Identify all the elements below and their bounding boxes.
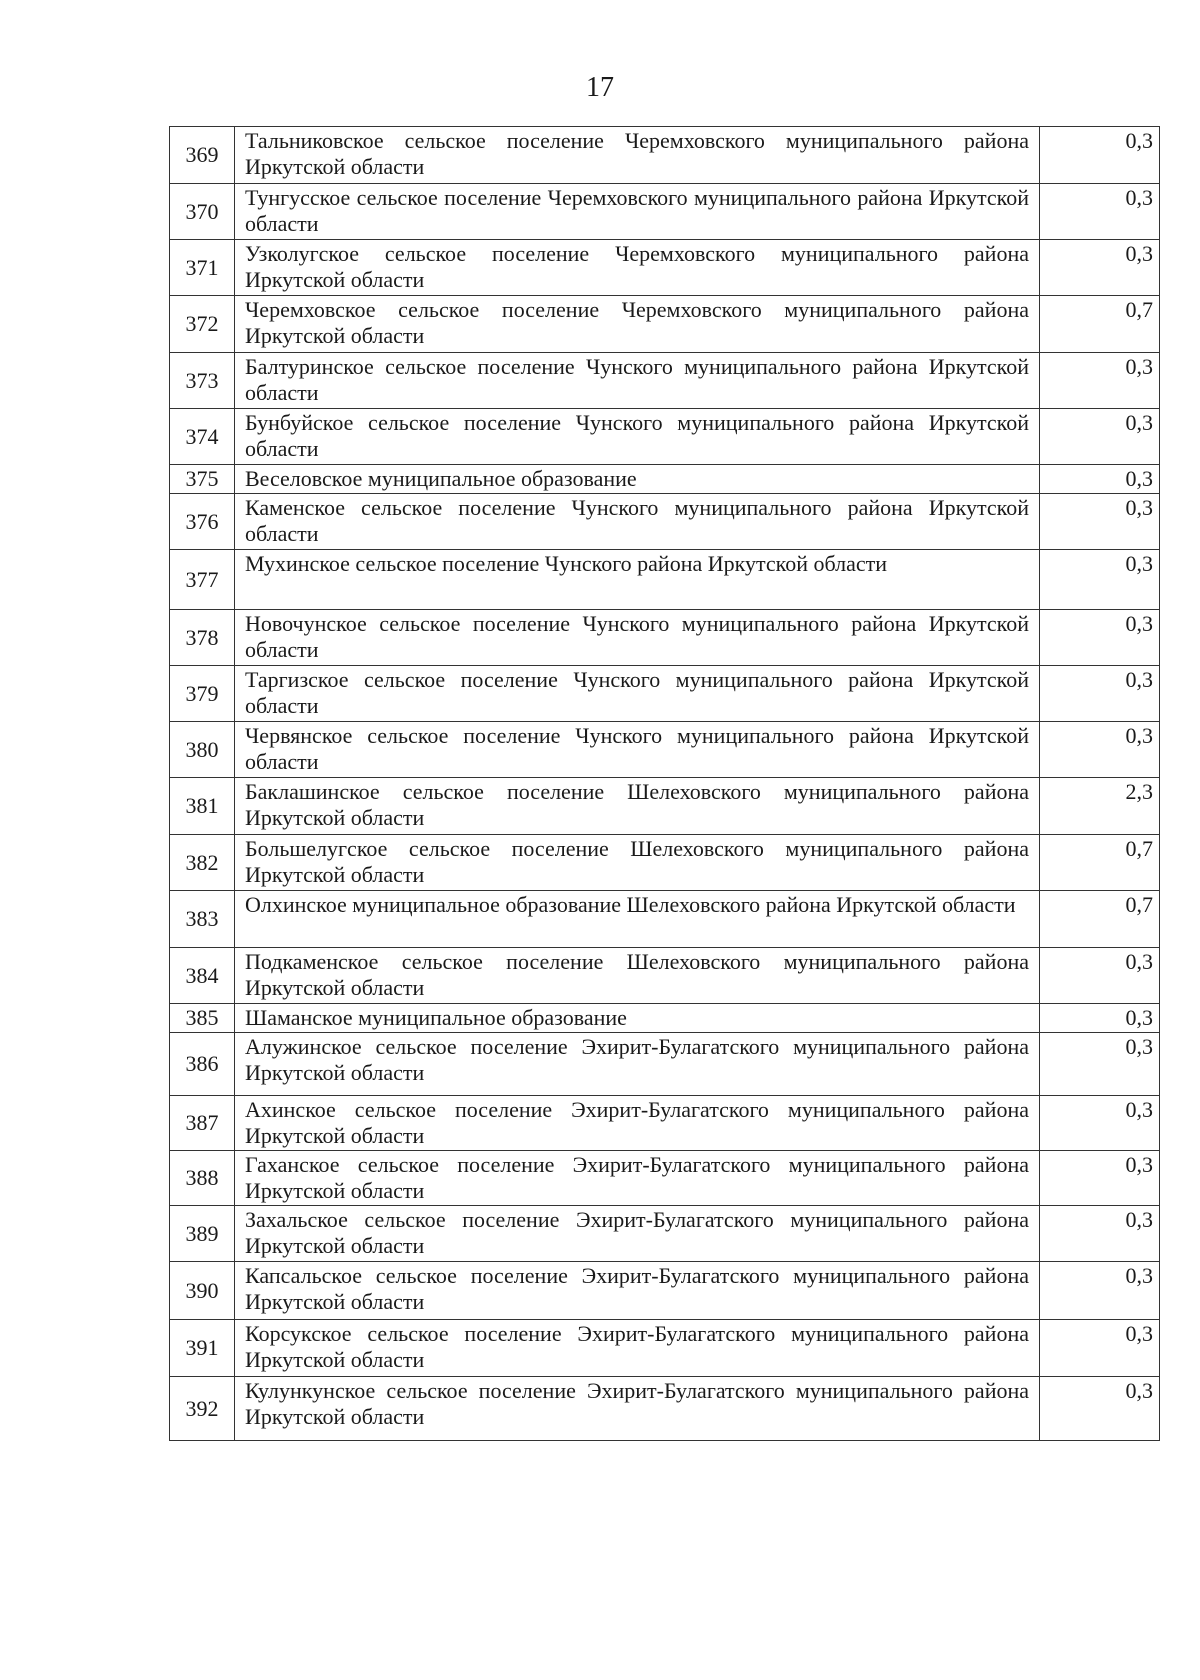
table-row xyxy=(170,778,1160,835)
table-row xyxy=(170,1151,1160,1206)
settlement-name: Балтуринское сельское поселение Чунского муниципального района Иркутской области xyxy=(235,353,1040,409)
table-row xyxy=(170,550,1160,610)
row-number: 375 xyxy=(170,465,235,494)
settlement-name: Подкаменское сельское поселение Шелеховского муниципального района Иркутской области xyxy=(235,948,1040,1004)
row-value: 0,3 xyxy=(1040,127,1160,184)
settlement-name: Ахинское сельское поселение Эхирит-Булагатского муниципального района Иркутской области xyxy=(235,1096,1040,1151)
row-value: 0,7 xyxy=(1040,296,1160,353)
settlement-name: Тальниковское сельское поселение Черемховского муниципального района Иркутской области xyxy=(235,127,1040,184)
row-number: 387 xyxy=(170,1096,235,1151)
row-value: 0,3 xyxy=(1040,240,1160,296)
row-number: 390 xyxy=(170,1262,235,1320)
row-value: 0,3 xyxy=(1040,1033,1160,1096)
settlement-name: Алужинское сельское поселение Эхирит-Булагатского муниципального района Иркутской области xyxy=(235,1033,1040,1096)
row-value: 0,3 xyxy=(1040,184,1160,240)
settlement-name: Захальское сельское поселение Эхирит-Булагатского муниципального района Иркутской области xyxy=(235,1206,1040,1262)
row-number: 386 xyxy=(170,1033,235,1096)
row-number: 385 xyxy=(170,1004,235,1033)
table-row xyxy=(170,722,1160,778)
table-row xyxy=(170,184,1160,240)
row-value: 0,3 xyxy=(1040,722,1160,778)
row-number: 371 xyxy=(170,240,235,296)
settlement-name: Баклашинское сельское поселение Шелеховского муниципального района Иркутской области xyxy=(235,778,1040,835)
row-value: 0,3 xyxy=(1040,1320,1160,1377)
settlement-name: Шаманское муниципальное образование xyxy=(235,1004,1040,1033)
table-row xyxy=(170,409,1160,465)
row-value: 0,3 xyxy=(1040,465,1160,494)
settlement-name: Червянское сельское поселение Чунского муниципального района Иркутской области xyxy=(235,722,1040,778)
row-number: 379 xyxy=(170,666,235,722)
settlement-name: Кулункунское сельское поселение Эхирит-Булагатского муниципального района Иркутской области xyxy=(235,1377,1040,1441)
row-number: 383 xyxy=(170,891,235,948)
table-row xyxy=(170,296,1160,353)
table-row xyxy=(170,666,1160,722)
settlement-name: Капсальское сельское поселение Эхирит-Булагатского муниципального района Иркутской области xyxy=(235,1262,1040,1320)
row-number: 381 xyxy=(170,778,235,835)
table-row xyxy=(170,1377,1160,1441)
row-number: 373 xyxy=(170,353,235,409)
row-value: 0,3 xyxy=(1040,494,1160,550)
table-row xyxy=(170,1320,1160,1377)
row-number: 380 xyxy=(170,722,235,778)
settlement-name: Каменское сельское поселение Чунского муниципального района Иркутской области xyxy=(235,494,1040,550)
settlement-name: Новочунское сельское поселение Чунского муниципального района Иркутской области xyxy=(235,610,1040,666)
settlement-name: Тунгусское сельское поселение Черемховского муниципального района Иркутской области xyxy=(235,184,1040,240)
row-value: 0,3 xyxy=(1040,1206,1160,1262)
row-number: 384 xyxy=(170,948,235,1004)
settlement-name: Корсукское сельское поселение Эхирит-Булагатского муниципального района Иркутской области xyxy=(235,1320,1040,1377)
table-row xyxy=(170,1033,1160,1096)
row-value: 0,7 xyxy=(1040,835,1160,891)
row-number: 388 xyxy=(170,1151,235,1206)
table-row xyxy=(170,1004,1160,1033)
row-number: 382 xyxy=(170,835,235,891)
table-row xyxy=(170,353,1160,409)
settlement-name: Черемховское сельское поселение Черемховского муниципального района Иркутской области xyxy=(235,296,1040,353)
page-number: 17 xyxy=(586,72,614,103)
settlements-table xyxy=(169,126,1160,1441)
table-row xyxy=(170,494,1160,550)
settlement-name: Веселовское муниципальное образование xyxy=(235,465,1040,494)
settlement-name: Гаханское сельское поселение Эхирит-Булагатского муниципального района Иркутской области xyxy=(235,1151,1040,1206)
settlement-name: Мухинское сельское поселение Чунского района Иркутской области xyxy=(235,550,1040,610)
row-number: 369 xyxy=(170,127,235,184)
row-value: 0,3 xyxy=(1040,666,1160,722)
row-number: 376 xyxy=(170,494,235,550)
settlement-name: Олхинское муниципальное образование Шелеховского района Иркутской области xyxy=(235,891,1040,948)
row-number: 374 xyxy=(170,409,235,465)
settlement-name: Узколугское сельское поселение Черемховского муниципального района Иркутской области xyxy=(235,240,1040,296)
row-value: 0,3 xyxy=(1040,1262,1160,1320)
row-value: 0,3 xyxy=(1040,1151,1160,1206)
settlement-name: Большелугское сельское поселение Шелеховского муниципального района Иркутской области xyxy=(235,835,1040,891)
table-row xyxy=(170,240,1160,296)
row-number: 389 xyxy=(170,1206,235,1262)
row-number: 392 xyxy=(170,1377,235,1441)
settlement-name: Таргизское сельское поселение Чунского муниципального района Иркутской области xyxy=(235,666,1040,722)
row-number: 370 xyxy=(170,184,235,240)
table-row xyxy=(170,1262,1160,1320)
table-row xyxy=(170,891,1160,948)
row-value: 0,3 xyxy=(1040,550,1160,610)
table-row xyxy=(170,1206,1160,1262)
row-value: 0,3 xyxy=(1040,610,1160,666)
table-row xyxy=(170,610,1160,666)
row-number: 372 xyxy=(170,296,235,353)
settlement-name: Бунбуйское сельское поселение Чунского муниципального района Иркутской области xyxy=(235,409,1040,465)
row-value: 0,7 xyxy=(1040,891,1160,948)
row-value: 0,3 xyxy=(1040,1377,1160,1441)
row-value: 0,3 xyxy=(1040,353,1160,409)
row-number: 377 xyxy=(170,550,235,610)
row-value: 0,3 xyxy=(1040,948,1160,1004)
table-row xyxy=(170,465,1160,494)
table-row xyxy=(170,835,1160,891)
table-row xyxy=(170,127,1160,184)
row-value: 0,3 xyxy=(1040,1004,1160,1033)
table-body xyxy=(170,127,1160,1441)
row-value: 0,3 xyxy=(1040,409,1160,465)
table-row xyxy=(170,1096,1160,1151)
table-row xyxy=(170,948,1160,1004)
row-number: 391 xyxy=(170,1320,235,1377)
row-value: 0,3 xyxy=(1040,1096,1160,1151)
row-number: 378 xyxy=(170,610,235,666)
row-value: 2,3 xyxy=(1040,778,1160,835)
